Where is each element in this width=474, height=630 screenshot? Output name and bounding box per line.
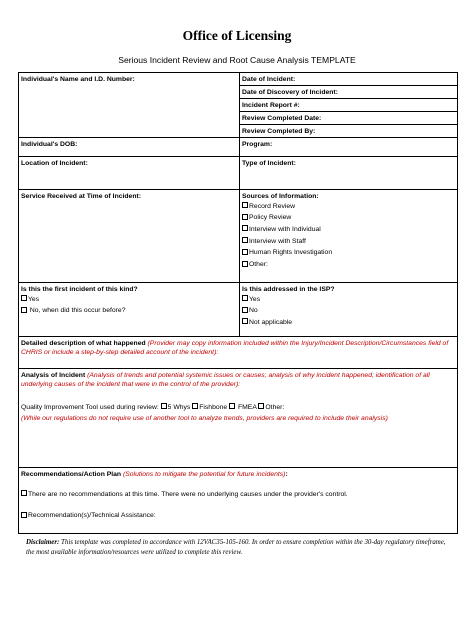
qi-tool-other[interactable]: Other:	[258, 404, 284, 411]
isp-not-applicable[interactable]: Not applicable	[242, 317, 455, 329]
disclaimer-text: This template was completed in accordance with 12VAC35-105-160. In order to ensure completion within the 30-day regulatory timeframe, the most available information/resources were utilized to complete this review.	[26, 539, 446, 556]
disclaimer-label: Disclaimer:	[26, 539, 60, 546]
incident-review-form	[18, 72, 458, 534]
checkbox[interactable]	[229, 403, 235, 409]
source-option-interview-individual[interactable]: Interview with Individual	[242, 224, 455, 236]
qi-tool-label: Quality Improvement Tool used during review:	[21, 403, 159, 411]
service-received-label: Service Received at Time of Incident:	[21, 192, 141, 200]
checkbox[interactable]	[192, 403, 198, 409]
page-title: Office of Licensing	[182, 28, 292, 43]
description-field[interactable]	[19, 337, 458, 369]
qi-tool-fmea[interactable]: FMEA	[229, 404, 256, 411]
review-completed-date-label: Review Completed Date:	[242, 114, 322, 122]
sources-label: Sources of Information:	[242, 192, 319, 200]
qi-note: (While our regulations do not require use of another tool to analyze trends, providers are required to include their analysis)	[21, 414, 388, 422]
checkbox[interactable]	[242, 318, 248, 324]
page-subtitle: Serious Incident Review and Root Cause Analysis TEMPLATE	[118, 55, 356, 65]
source-option-record-review[interactable]: Record Review	[242, 201, 455, 213]
isp-yes[interactable]: Yes	[242, 294, 455, 306]
review-completed-date-field[interactable]	[240, 112, 458, 125]
sources-field	[240, 190, 458, 283]
checkbox[interactable]	[21, 512, 27, 518]
isp-label: Is this addressed in the ISP?	[242, 285, 335, 293]
program-field[interactable]	[240, 138, 458, 157]
source-option-other[interactable]: Other:	[242, 259, 455, 271]
source-option-interview-staff[interactable]: Interview with Staff	[242, 236, 455, 248]
checkbox[interactable]	[242, 202, 248, 208]
review-completed-by-field[interactable]	[240, 125, 458, 138]
description-note: (Provider may copy information included within the Injury/Incident Description/Circumstances field of CHRIS or include a step-by-step detailed account of the incident):	[21, 339, 449, 356]
dob-field[interactable]	[19, 138, 240, 157]
isp-field	[240, 283, 458, 337]
first-incident-label: Is this the first incident of this kind?	[21, 285, 138, 293]
qi-tool-5-whys[interactable]: 5 Whys	[161, 404, 191, 411]
date-of-discovery-label: Date of Discovery of Incident:	[242, 88, 338, 96]
first-incident-yes[interactable]: Yes	[21, 294, 237, 306]
program-label: Program:	[242, 140, 273, 148]
individual-name-label: Individual's Name and I.D. Number:	[21, 75, 135, 83]
incident-report-field[interactable]	[240, 99, 458, 112]
checkbox[interactable]	[242, 261, 248, 267]
recommendations-field: Recommendations/Action Plan (Solutions to mitigate the potential for future incidents): There are no recommendations at this time. There were no underlying causes under the provider's control. Recommendation(s)/Technical Assistance:	[19, 468, 458, 534]
location-field[interactable]	[19, 157, 240, 190]
recommendations-label: Recommendations/Action Plan	[21, 470, 122, 478]
source-option-human-rights[interactable]: Human Rights Investigation	[242, 247, 455, 259]
service-received-field[interactable]	[19, 190, 240, 283]
date-of-incident-field[interactable]	[240, 73, 458, 86]
description-label: Detailed description of what happened	[21, 339, 146, 347]
source-option-policy-review[interactable]: Policy Review	[242, 212, 455, 224]
location-label: Location of Incident:	[21, 159, 88, 167]
recommendations-note: (Solutions to mitigate the potential for future incidents)	[122, 470, 286, 478]
checkbox[interactable]	[242, 237, 248, 243]
analysis-field[interactable]	[19, 369, 458, 468]
checkbox[interactable]	[161, 403, 167, 409]
incident-report-label: Incident Report #:	[242, 101, 300, 109]
review-completed-by-label: Review Completed By:	[242, 127, 316, 135]
isp-no[interactable]: No	[242, 305, 455, 317]
checkbox[interactable]	[242, 295, 248, 301]
no-recommendations-option[interactable]: There are no recommendations at this time. There were no underlying causes under the provider's control.	[21, 489, 455, 501]
checkbox[interactable]	[21, 490, 27, 496]
checkbox[interactable]	[242, 307, 248, 313]
first-incident-field	[19, 283, 240, 337]
analysis-note: (Analysis of trends and potential systemic issues or causes; analysis of why incident happened; identification of all underlying causes of the incident that were in the control of the provider):	[21, 371, 430, 388]
type-label: Type of Incident:	[242, 159, 296, 167]
qi-tool-row	[21, 402, 455, 414]
disclaimer	[26, 538, 446, 558]
type-field[interactable]	[240, 157, 458, 190]
first-incident-no[interactable]: No, when did this occur before?	[21, 305, 237, 317]
checkbox[interactable]	[21, 307, 27, 313]
checkbox[interactable]	[21, 295, 27, 301]
qi-tool-fishbone[interactable]: Fishbone	[192, 404, 227, 411]
technical-assistance-option[interactable]: Recommendation(s)/Technical Assistance:	[21, 510, 455, 522]
dob-label: Individual's DOB:	[21, 140, 78, 148]
analysis-label: Analysis of Incident	[21, 371, 86, 379]
checkbox[interactable]	[242, 225, 248, 231]
date-of-discovery-field[interactable]	[240, 86, 458, 99]
checkbox[interactable]	[242, 249, 248, 255]
checkbox[interactable]	[258, 403, 264, 409]
checkbox[interactable]	[242, 214, 248, 220]
individual-name-field[interactable]	[19, 73, 240, 138]
date-of-incident-label: Date of Incident:	[242, 75, 296, 83]
